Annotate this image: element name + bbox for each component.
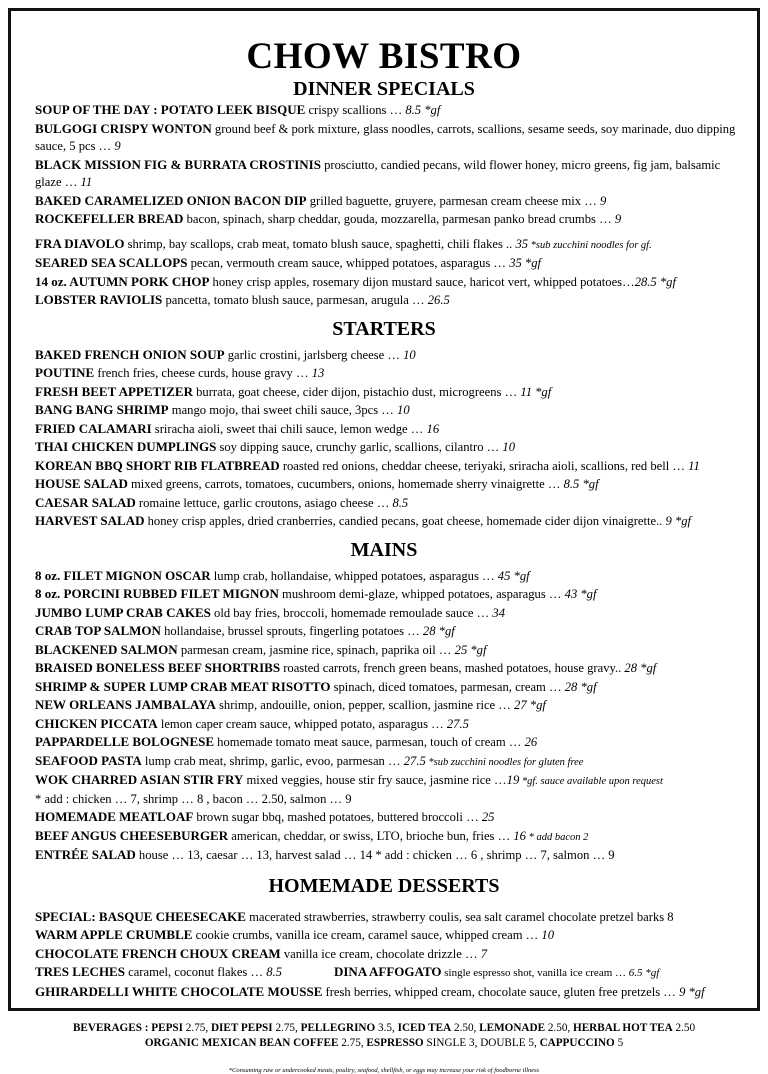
item-name: THAI CHICKEN DUMPLINGS: [35, 439, 217, 454]
list-item: [35, 210, 757, 229]
item-description: grilled baguette, gruyere, parmesan cream cheese mix …: [306, 193, 600, 208]
mains-list-continued: [35, 808, 757, 865]
item-price: 10: [541, 928, 555, 942]
item-price: 25: [481, 810, 495, 824]
list-item: [35, 235, 757, 255]
list-item: [35, 771, 757, 791]
item-name: BLACK MISSION FIG & BURRATA CROSTINIS: [35, 156, 321, 172]
item-price: 11: [80, 175, 93, 189]
item-description: roasted red onions, cheddar cheese, teriyaki, sriracha aioli, scallions, red bell …: [279, 458, 689, 473]
item-name: CAESAR SALAD: [35, 494, 136, 510]
item-description: mango mojo, thai sweet chili sauce, 3pcs …: [168, 403, 398, 417]
beverage-name: HERBAL HOT TEA: [573, 1022, 673, 1034]
beverage-price: 2.50,: [545, 1022, 573, 1034]
item-description: romaine lettuce, garlic croutons, asiago cheese …: [135, 495, 393, 510]
item-price: 27.5: [403, 753, 426, 768]
beverage-name: PEPSI: [151, 1022, 183, 1034]
list-item: [35, 908, 757, 927]
item-note: *sub zucchini noodles for gf.: [528, 239, 652, 251]
item-name: FRA DIAVOLO: [35, 235, 125, 251]
item-price: 13: [311, 366, 325, 380]
item-note: * add bacon 2: [525, 831, 589, 843]
item-description: honey crisp apples, dried cranberries, candied pecans, goat cheese, homemade cider dijon vinaigrette..: [144, 514, 666, 528]
list-item: [35, 752, 757, 772]
list-item: [35, 420, 757, 439]
item-price: 8.5: [266, 965, 282, 979]
item-price: 11 *gf: [520, 384, 552, 399]
item-name: FRESH BEET APPETIZER: [35, 383, 193, 399]
list-item: [35, 401, 757, 420]
item-description: roasted carrots, french green beans, mashed potatoes, house gravy..: [280, 661, 625, 675]
item-price: 27.5: [446, 716, 469, 731]
item-description: prosciutto, candied pecans, wild flower honey, micro greens, fig jam, balsamic glaze …: [35, 157, 721, 189]
item-description: macerated strawberries, strawberry coulis, sea salt caramel chocolate pretzel barks 8: [245, 909, 674, 924]
item-note: *gf. sauce available upon request: [519, 776, 663, 787]
list-item: [35, 641, 757, 660]
list-item: [35, 604, 757, 623]
item-name: NEW ORLEANS JAMBALAYA: [35, 697, 216, 712]
item-description: mixed greens, carrots, tomatoes, cucumbers, onions, homemade sherry vinaigrette …: [127, 477, 564, 491]
item-name: HARVEST SALAD: [35, 513, 145, 528]
footer-disclaimer: *Consuming raw or undercooked meats, poultry, seafood, shellfish, or eggs may increase your risk of foodborne illness: [228, 1067, 540, 1074]
item-price: 10: [403, 347, 416, 362]
item-description: burrata, goat cheese, cider dijon, pistachio dust, microgreens …: [192, 384, 521, 399]
item-name: TRES LECHES: [35, 964, 125, 979]
item-price: 8.5 *gf: [405, 103, 441, 117]
item-price: 10: [397, 403, 410, 417]
item-description: lump crab meat, shrimp, garlic, evoo, parmesan …: [141, 753, 404, 768]
item-price: 8.5: [392, 495, 409, 510]
item-description: shrimp, andouille, onion, pepper, scallion, jasmine rice …: [215, 698, 515, 712]
item-name: 8 oz. PORCINI RUBBED FILET MIGNON: [35, 586, 279, 601]
item-description: house … 13, caesar … 13, harvest salad … 14 * add : chicken … 6 , shrimp … 7, salmon … 9: [135, 848, 615, 862]
section-title-starters: STARTERS: [332, 317, 436, 340]
item-price: 28.5 *gf: [634, 274, 676, 289]
item-name: KOREAN BBQ SHORT RIB FLATBREAD: [35, 457, 280, 473]
item-name: CHICKEN PICCATA: [35, 715, 158, 731]
list-item: [35, 192, 757, 211]
beverage-name: PELLEGRINO: [300, 1022, 376, 1034]
item-name: 8 oz. FILET MIGNON OSCAR: [35, 567, 211, 583]
list-item: [35, 438, 757, 457]
item-name: WARM APPLE CRUMBLE: [35, 927, 193, 942]
item-price: 9: [114, 139, 121, 153]
item-price: 9 *gf: [679, 984, 705, 999]
item-price: 19: [506, 773, 520, 787]
item-price: 10: [502, 440, 515, 454]
section-title-desserts: HOMEMADE DESSERTS: [268, 874, 500, 897]
list-item: [35, 567, 757, 586]
beverage-price: 2.50,: [451, 1022, 480, 1034]
item-description: hollandaise, brussel sprouts, fingerling potatoes …: [160, 624, 423, 638]
item-description: french fries, cheese curds, house gravy …: [94, 366, 312, 380]
desserts-list: [35, 908, 757, 964]
list-item-tres-leches-affogato: [35, 963, 757, 983]
item-price: 16: [513, 828, 526, 843]
item-description: crispy scallions …: [305, 103, 406, 117]
item-price: 6.5 *gf: [628, 967, 660, 979]
beverage-price: 3.5,: [375, 1022, 398, 1034]
item-name: LOBSTER RAVIOLIS: [35, 292, 163, 307]
specials-entrees-list: [35, 235, 757, 310]
item-note: *sub zucchini noodles for gluten free: [425, 756, 584, 768]
item-name: SOUP OF THE DAY : POTATO LEEK BISQUE: [35, 102, 306, 117]
item-description: spinach, diced tomatoes, parmesan, cream …: [330, 679, 565, 694]
item-price: 9: [599, 193, 607, 208]
item-price: 11: [688, 458, 700, 473]
item-name: CRAB TOP SALMON: [35, 623, 161, 638]
beverage-name: ESPRESSO: [366, 1037, 424, 1049]
beverage-name: ORGANIC MEXICAN BEAN COFFEE: [144, 1037, 339, 1049]
list-item: [35, 364, 757, 383]
menu-page: [8, 8, 760, 1074]
beverage-price: 2.50: [672, 1022, 696, 1034]
item-name: BAKED CARAMELIZED ONION BACON DIP: [35, 192, 307, 208]
list-item: [35, 678, 757, 697]
list-item: [35, 659, 757, 678]
item-description: shrimp, bay scallops, crab meat, tomato blush sauce, spaghetti, chili flakes ..: [124, 236, 516, 251]
item-price: 25 *gf: [454, 642, 487, 657]
item-name: GHIRARDELLI WHITE CHOCOLATE MOUSSE: [35, 983, 323, 999]
beverages-line-2: [11, 1036, 757, 1051]
item-description: pecan, vermouth cream sauce, whipped potatoes, asparagus …: [187, 256, 510, 270]
beverage-name: LEMONADE: [479, 1022, 546, 1034]
list-item: [35, 827, 757, 847]
item-name: FRIED CALAMARI: [35, 420, 152, 436]
item-price: 26: [524, 735, 538, 749]
item-name: BEEF ANGUS CHEESEBURGER: [35, 827, 229, 843]
list-item: [35, 346, 757, 365]
item-description: honey crisp apples, rosemary dijon mustard sauce, haricot vert, whipped potatoes…: [209, 274, 635, 289]
list-item: [35, 926, 757, 945]
list-item: [35, 494, 757, 513]
item-description: single espresso shot, vanilla ice cream …: [441, 967, 629, 979]
item-price: 34: [492, 605, 505, 620]
item-price: 28 *gf: [422, 624, 455, 638]
list-item: [35, 156, 757, 192]
item-price: 45 *gf: [497, 568, 530, 583]
item-price: 43 *gf: [564, 587, 597, 601]
item-price: 16: [426, 421, 440, 436]
item-price: 8.5 *gf: [563, 477, 599, 491]
beverages: [11, 1021, 757, 1051]
item-description: mixed veggies, house stir fry sauce, jasmine rice …: [243, 773, 507, 787]
item-name: POUTINE: [35, 365, 95, 380]
list-item: [35, 101, 757, 120]
item-description: bacon, spinach, sharp cheddar, gouda, mozzarella, parmesan panko bread crumbs …: [183, 212, 615, 226]
list-item: [35, 733, 757, 752]
restaurant-name: CHOW BISTRO: [246, 36, 522, 77]
beverage-name: DIET PEPSI: [210, 1022, 273, 1034]
list-item: [35, 585, 757, 604]
item-description: lemon caper cream sauce, whipped potato, asparagus …: [157, 716, 447, 731]
item-name: CHOCOLATE FRENCH CHOUX CREAM: [35, 945, 281, 961]
stir-fry-addons: * add : chicken … 7, shrimp … 8 , bacon … 2.50, salmon … 9: [35, 791, 352, 806]
item-name: BULGOGI CRISPY WONTON: [35, 120, 212, 136]
item-name: JUMBO LUMP CRAB CAKES: [35, 604, 211, 620]
list-item: [35, 846, 757, 865]
list-item: [35, 808, 757, 827]
item-description: ground beef & pork mixture, glass noodles, carrots, scallions, sesame seeds, soy marinade, duo dipping sauce, 5 pcs …: [35, 121, 736, 153]
beverage-name: CAPPUCCINO: [539, 1037, 615, 1049]
list-item: [35, 945, 757, 964]
item-price: 27 *gf: [514, 698, 546, 712]
item-name: BAKED FRENCH ONION SOUP: [35, 346, 225, 362]
item-description: brown sugar bbq, mashed potatoes, buttered broccoli …: [193, 810, 482, 824]
specials-list: [35, 101, 757, 229]
item-description: homemade tomato meat sauce, parmesan, touch of cream …: [214, 735, 525, 749]
item-description: parmesan cream, jasmine rice, spinach, paprika oil …: [177, 642, 455, 657]
beverages-label: BEVERAGES :: [72, 1022, 152, 1034]
list-item: [35, 983, 757, 1002]
item-price: 7: [480, 946, 487, 961]
section-title-mains: MAINS: [350, 538, 418, 561]
item-price: 35 *gf: [509, 256, 542, 270]
list-item: [35, 291, 757, 310]
beverage-price: 2.75,: [183, 1022, 211, 1034]
item-description: sriracha aioli, sweet thai chili sauce, lemon wedge …: [151, 421, 427, 436]
item-name: WOK CHARRED ASIAN STIR FRY: [35, 772, 244, 787]
item-description: vanilla ice cream, chocolate drizzle …: [280, 946, 481, 961]
beverage-price: 2.75,: [272, 1022, 301, 1034]
list-item: [35, 457, 757, 476]
item-description: fresh berries, whipped cream, chocolate sauce, gluten free pretzels …: [322, 984, 680, 999]
section-title-specials: DINNER SPECIALS: [293, 78, 475, 100]
list-item: [35, 696, 757, 715]
beverages-line-1: [11, 1021, 757, 1036]
item-name: HOUSE SALAD: [35, 476, 128, 491]
item-name: ROCKEFELLER BREAD: [35, 211, 184, 226]
item-price: 9 *gf: [665, 514, 692, 528]
item-description: caramel, coconut flakes …: [124, 965, 267, 979]
item-description: soy dipping sauce, crunchy garlic, scallions, cilantro …: [216, 440, 503, 454]
list-item: [35, 715, 757, 734]
desserts-list-continued: [35, 983, 757, 1002]
item-price: 35: [515, 236, 529, 251]
list-item: [35, 622, 757, 641]
beverage-price: 5: [614, 1037, 624, 1049]
item-name: BANG BANG SHRIMP: [35, 402, 169, 417]
item-name: SEARED SEA SCALLOPS: [35, 255, 188, 270]
item-price: 26.5: [427, 293, 450, 307]
list-item: [35, 254, 757, 273]
list-item: [35, 475, 757, 494]
item-name: BLACKENED SALMON: [35, 641, 178, 657]
beverage-price: 2.75,: [338, 1037, 367, 1049]
item-name: 14 oz. AUTUMN PORK CHOP: [35, 273, 210, 289]
item-name: SPECIAL: BASQUE CHEESECAKE: [35, 908, 246, 924]
mains-list: [35, 567, 757, 791]
beverage-name: ICED TEA: [397, 1022, 452, 1034]
item-description: pancetta, tomato blush sauce, parmesan, arugula …: [162, 293, 428, 307]
list-item: [35, 273, 757, 292]
item-name: PAPPARDELLE BOLOGNESE: [35, 734, 215, 749]
item-name: ENTRÉE SALAD: [35, 847, 136, 862]
item-name: SEAFOOD PASTA: [35, 752, 142, 768]
list-item: [35, 383, 757, 402]
item-description: mushroom demi-glaze, whipped potatoes, asparagus …: [278, 587, 565, 601]
item-description: old bay fries, broccoli, homemade remoulade sauce …: [210, 605, 493, 620]
list-item: [35, 120, 757, 156]
starters-list: [35, 346, 757, 531]
item-description: american, cheddar, or swiss, LTO, brioche bun, fries …: [228, 828, 514, 843]
item-name: HOMEMADE MEATLOAF: [35, 809, 194, 824]
item-price: 28 *gf: [624, 661, 657, 675]
item-description: lump crab, hollandaise, whipped potatoes, asparagus …: [210, 568, 498, 583]
item-name: DINA AFFOGATO: [333, 964, 442, 979]
item-description: cookie crumbs, vanilla ice cream, caramel sauce, whipped cream …: [192, 928, 542, 942]
item-price: 9: [614, 212, 622, 226]
item-price: 28 *gf: [564, 679, 597, 694]
item-name: BRAISED BONELESS BEEF SHORTRIBS: [35, 660, 281, 675]
item-description: garlic crostini, jarlsberg cheese …: [224, 347, 404, 362]
item-name: SHRIMP & SUPER LUMP CRAB MEAT RISOTTO: [35, 678, 331, 694]
beverage-price: SINGLE 3, DOUBLE 5,: [423, 1037, 540, 1049]
list-item: [35, 512, 757, 531]
